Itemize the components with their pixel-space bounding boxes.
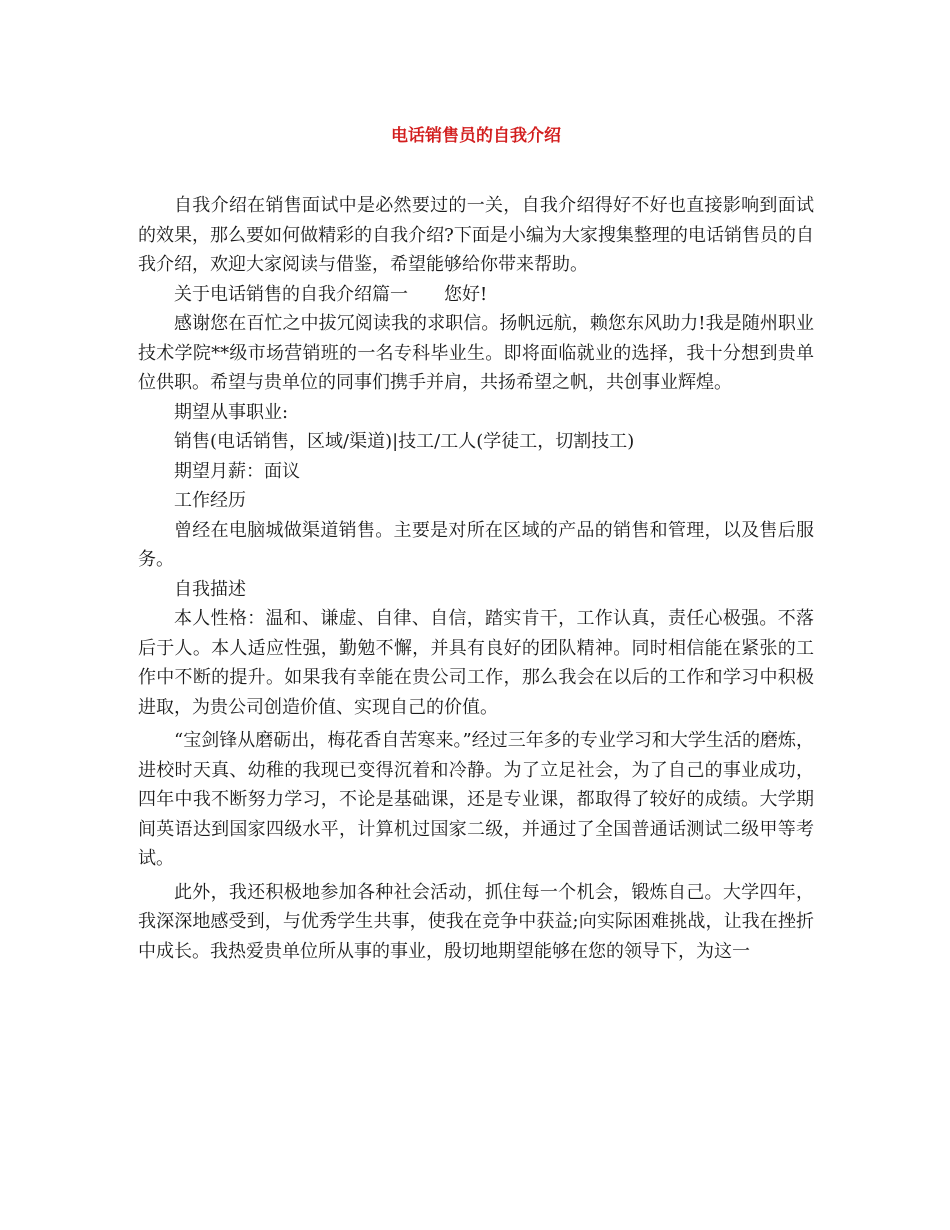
paragraph-personality: 本人性格：温和、谦虚、自律、自信，踏实肯干，工作认真，责任心极强。不落后于人。本人适应性强，勤勉不懈，并具有良好的团队精神。同时相信能在紧张的工作中不断的提升。如果我有幸能在贵公司工作，那么我会在以后的工作和学习中积极进取，为贵公司创造价值、实现自己的价值。 [138,608,814,718]
paragraph-self-description-heading: 自我描述 [174,578,246,600]
paragraph-desired-job-label: 期望从事职业: [174,401,289,423]
paragraph-motto: “宝剑锋从磨砺出，梅花香自苦寒来。”经过三年多的专业学习和大学生活的磨炼，进校时天真、幼稚的我现已变得沉着和冷静。为了立足社会，为了自己的事业成功，四年中我不断努力学习，不论是基础课，还是专业课，都取得了较好的成绩。大学期间英语达到国家四级水平，计算机过国家二级，并通过了全国普通话测试二级甲等考试。 [138,730,814,869]
paragraph-greeting: 感谢您在百忙之中拔冗阅读我的求职信。扬帆远航，赖您东风助力!我是随州职业技术学院**级市场营销班的一名专科毕业生。即将面临就业的选择，我十分想到贵单位供职。希望与贵单位的同事们携手并肩，共扬希望之帆，共创事业辉煌。 [138,313,814,393]
paragraph-desired-salary: 期望月薪：面议 [174,460,300,482]
paragraph-intro: 自我介绍在销售面试中是必然要过的一关，自我介绍得好不好也直接影响到面试的效果，那么要如何做精彩的自我介绍?下面是小编为大家搜集整理的电话销售员的自我介绍，欢迎大家阅读与借鉴，希望能够给你带来帮助。 [138,195,814,275]
paragraph-work-experience-heading: 工作经历 [174,490,246,511]
paragraph-desired-job: 销售(电话销售，区域/渠道)|技工/工人(学徒工，切割技工) [174,431,635,452]
paragraph-activities: 此外，我还积极地参加各种社会活动，抓住每一个机会，锻炼自己。大学四年，我深深地感受到，与优秀学生共事，使我在竞争中获益;向实际困难挑战，让我在挫折中成长。我热爱贵单位所从事的事业，殷切地期望能够在您的领导下，为这一 [138,881,814,962]
document-body [138,191,814,966]
paragraph-section-heading: 关于电话销售的自我介绍篇一 您好! [174,283,488,305]
paragraph-work-experience: 曾经在电脑城做渠道销售。主要是对所在区域的产品的销售和管理，以及售后服务。 [138,519,814,570]
document-title: 电话销售员的自我介绍 [391,126,561,146]
